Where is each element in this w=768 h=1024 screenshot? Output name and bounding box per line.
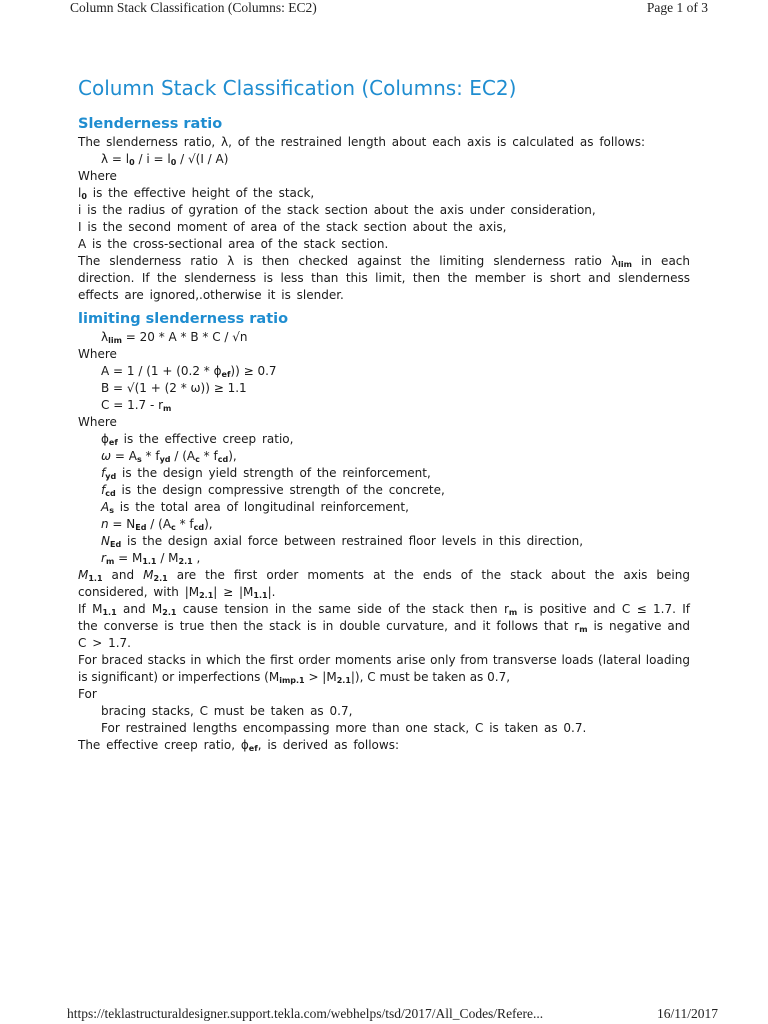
where-item-NEd: $N_{Ed}$ is the design axial force between restrained floor levels in this direction, [101, 534, 584, 549]
definition-l0: $l_0$ is the effective height of the stack, [78, 186, 315, 201]
page-title: Column Stack Classification (Columns: EC2) [78, 76, 517, 100]
equation-A: $A = 1 / (1 + (0.2 * \phi_{ef})) \ge 0.7$ [101, 364, 277, 379]
paragraph-curvature: If $M_{1.1}$ and $M_{2.1}$ cause tension in the same side of the stack then $r_m$ is positive and C ≤ 1.7. If the converse is true then the stack is in double curvature, and it follows that $r_m$ is negative and C > 1.7. [78, 602, 690, 650]
for-label: For [78, 687, 97, 701]
print-footer [0, 1006, 768, 1024]
paragraph-braced: For braced stacks in which the first order moments arise only from transverse loads (lateral loading is significant) or imperfections $(M_{imp.1} > |M_{2.1}|)$, C must be taken as 0.7, [78, 653, 690, 685]
paragraph-creep: The effective creep ratio, $\phi_{ef}$, is derived as follows: [78, 738, 400, 753]
section-heading-slenderness: Slenderness ratio [78, 116, 223, 132]
where-item-rm: $r_m = M_{1.1} / M_{2.1}$ , [101, 551, 201, 566]
equation-B: B = √(1 + (2 * ω)) ≥ 1.1 [101, 381, 247, 395]
for-item-restrained: For restrained lengths encompassing more than one stack, C is taken as 0.7. [101, 721, 587, 735]
where-item-n: $n = N_{Ed} / (A_c * f_{cd})$, [101, 517, 213, 532]
where-item-fyd: $f_{yd}$ is the design yield strength of the reinforcement, [101, 466, 431, 481]
print-header-title: Column Stack Classification (Columns: EC2) [70, 0, 317, 15]
section-heading-limiting: limiting slenderness ratio [78, 311, 289, 327]
definition-A: A is the cross-sectional area of the stack section. [78, 237, 389, 251]
source-url: https://teklastructuraldesigner.support.tekla.com/webhelps/tsd/2017/All_Codes/Refere... [67, 1006, 544, 1021]
definition-I: I is the second moment of area of the stack section about the axis, [78, 220, 507, 234]
where-label: Where [78, 169, 117, 183]
definition-i: i is the radius of gyration of the stack section about the axis under consideration, [78, 203, 596, 217]
where-item-omega: $\omega = A_s * f_{yd} / (A_c * f_{cd})$, [101, 449, 237, 464]
equation-lambda-lim: $\lambda_{lim} = 20 * A * B * C / √n$ [101, 330, 248, 345]
where-item-fcd: $f_{cd}$ is the design compressive strength of the concrete, [101, 483, 445, 498]
for-item-bracing: bracing stacks, C must be taken as 0.7, [101, 704, 353, 718]
where-label: Where [78, 347, 117, 361]
print-header [0, 0, 768, 20]
equation-C: $C = 1.7 - r_m$ [101, 398, 172, 413]
page-number: Page 1 of 3 [646, 0, 708, 15]
where-item-As: $A_s$ is the total area of longitudinal reinforcement, [101, 500, 409, 515]
paragraph-intro: The slenderness ratio, λ, of the restrained length about each axis is calculated as follows: [78, 135, 646, 149]
where-label: Where [78, 415, 117, 429]
print-date: 16/11/2017 [656, 1006, 718, 1021]
equation-lambda: $\lambda = l_0 / i = l_0 / √(I / A)$ [101, 152, 229, 167]
paragraph-moments: $M_{1.1}$ and $M_{2.1}$ are the first order moments at the ends of the stack about the axis being considered, with $|M_{2.1}| \ge |M_{1.1}|$. [78, 568, 690, 600]
document-body [78, 74, 690, 754]
paragraph-check: The slenderness ratio λ is then checked against the limiting slenderness ratio $\lambda_{lim}$ in each direction. If the slenderness is less than this limit, then the member is short and slenderness effects are ignored,.otherwise it is slender. [78, 254, 690, 302]
where-item-phi: $\phi_{ef}$ is the effective creep ratio, [101, 432, 294, 447]
